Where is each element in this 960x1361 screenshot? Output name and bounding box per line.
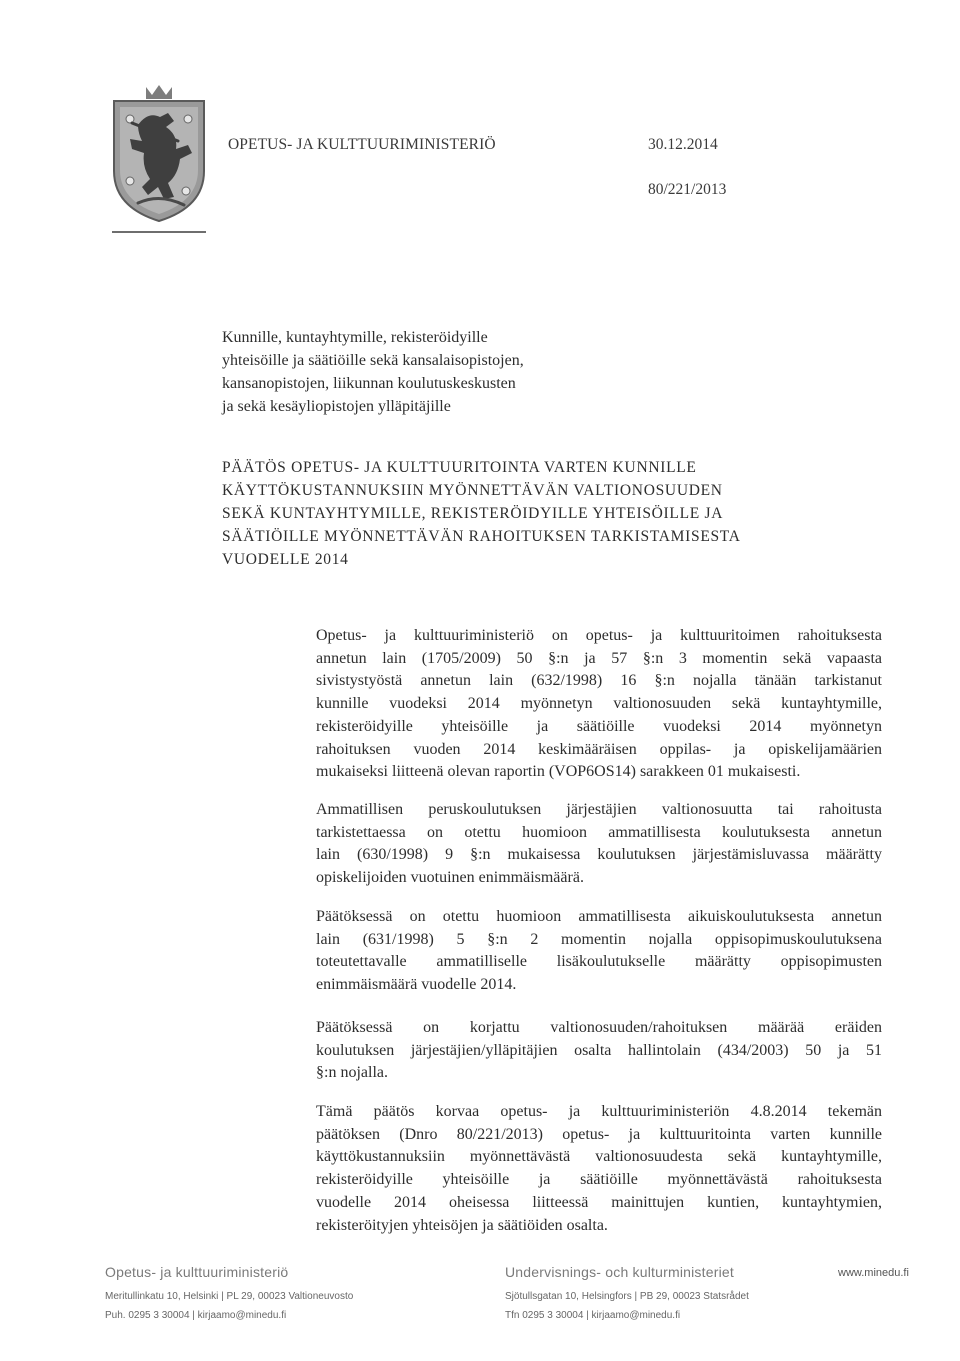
body-paragraph-2	[316, 799, 882, 890]
body-paragraph-5	[316, 1101, 882, 1237]
paragraph-line: rekisteröityjen yhteisöjen ja säätiöiden osalta.	[316, 1216, 608, 1234]
footer-contact-swedish	[505, 1287, 749, 1325]
paragraph-line: enimmäismäärä vuodelle 2014.	[316, 976, 517, 994]
body-paragraph-1	[316, 625, 882, 784]
paragraph-line: Päätöksessä on otettu huomioon ammatillisesta aikuiskoulutuksesta annetun	[316, 908, 882, 925]
paragraph-line: Tämä päätös korvaa opetus- ja kulttuuriministeriön 4.8.2014 tekemän	[316, 1103, 882, 1120]
footer-website: www.minedu.fi	[838, 1267, 909, 1279]
title-line: KÄYTTÖKUSTANNUKSIIN MYÖNNETTÄVÄN VALTIONOSUUDEN	[222, 482, 723, 499]
paragraph-line: koulutuksen järjestäjien/ylläpitäjien osalta hallintolain (434/2003) 50 ja 51	[316, 1041, 882, 1059]
recipients-block	[222, 326, 524, 418]
title-line: VUODELLE 2014	[222, 551, 349, 568]
paragraph-line: rekisteröidyille yhteisöille ja säätiöille vuodeksi 2014 myönnetyn	[316, 717, 882, 735]
paragraph-line: §:n nojalla.	[316, 1064, 388, 1082]
title-line: SEKÄ KUNTAYHTYMILLE, REKISTERÖIDYILLE YHTEISÖILLE JA	[222, 505, 724, 522]
paragraph-line: rahoituksen vuoden 2014 keskimääräisen oppilas- ja opiskelijamäärien	[316, 740, 882, 758]
footer-address: Meritullinkatu 10, Helsinki | PL 29, 00023 Valtioneuvosto	[105, 1291, 354, 1302]
paragraph-line: Päätöksessä on korjattu valtionosuuden/rahoituksen määrää eräiden	[316, 1019, 882, 1036]
paragraph-line: Opetus- ja kulttuuriministeriö on opetus- ja kulttuuritoimen rahoituksesta	[316, 627, 882, 644]
document-date: 30.12.2014	[648, 136, 718, 153]
body-paragraph-3	[316, 906, 882, 997]
paragraph-line: tarkistettaessa on otettu huomioon ammatillisesta koulutuksesta annetun	[316, 823, 882, 841]
paragraph-line: sivistystyöstä annetun lain (632/1998) 16 §:n nojalla tänään tarkistanut	[316, 672, 882, 690]
paragraph-line: rekisteröidyille yhteisöille ja säätiöille myönnettävästä rahoituksesta	[316, 1171, 882, 1189]
document-reference-number: 80/221/2013	[648, 181, 727, 198]
footer-ministry-swedish: Undervisnings- och kulturministeriet	[505, 1264, 734, 1280]
emblem-underline-divider	[112, 231, 206, 233]
title-line: SÄÄTIÖILLE MYÖNNETTÄVÄN RAHOITUKSEN TARKISTAMISESTA	[222, 528, 741, 545]
paragraph-line: kunnille vuodeksi 2014 myönnetyn valtionosuuden sekä kuntayhtymille,	[316, 695, 882, 713]
paragraph-line: käyttökustannuksiin myönnettävästä valtionosuudesta sekä kuntayhtymille,	[316, 1148, 882, 1166]
sender-ministry: OPETUS- JA KULTTUURIMINISTERIÖ	[228, 136, 496, 153]
footer-ministry-finnish: Opetus- ja kulttuuriministeriö	[105, 1264, 289, 1280]
footer-phone-email: Tfn 0295 3 30004 | kirjaamo@minedu.fi	[505, 1310, 681, 1321]
recipient-line: Kunnille, kuntayhtymille, rekisteröidyille	[222, 329, 488, 346]
footer-phone-email: Puh. 0295 3 30004 | kirjaamo@minedu.fi	[105, 1310, 287, 1321]
paragraph-line: päätöksen (Dnro 80/221/2013) opetus- ja kulttuuritointa varten kunnille	[316, 1125, 882, 1143]
footer-contact-finnish	[105, 1287, 353, 1325]
paragraph-line: vuodelle 2014 oheisessa liitteessä mainittujen kuntien, kuntayhtymien,	[316, 1193, 882, 1211]
recipient-line: yhteisöille ja säätiöille sekä kansalaisopistojen,	[222, 352, 524, 369]
paragraph-line: toteutettavalle ammatilliselle lisäkoulutukselle määrätty oppisopimusten	[316, 953, 882, 971]
title-line: PÄÄTÖS OPETUS- JA KULTTUURITOINTA VARTEN KUNNILLE	[222, 459, 697, 476]
body-paragraph-4	[316, 1017, 882, 1085]
recipient-line: ja sekä kesäyliopistojen ylläpitäjille	[222, 398, 451, 415]
decision-title	[222, 456, 741, 571]
paragraph-line: opiskelijoiden vuotuinen enimmäismäärä.	[316, 869, 584, 887]
paragraph-line: lain (631/1998) 5 §:n 2 momentin nojalla oppisopimuskoulutuksena	[316, 930, 882, 948]
recipient-line: kansanopistojen, liikunnan koulutuskeskusten	[222, 375, 516, 392]
coat-of-arms-icon	[108, 83, 210, 223]
paragraph-line: Ammatillisen peruskoulutuksen järjestäjien valtionosuutta tai rahoitusta	[316, 801, 882, 818]
paragraph-line: annetun lain (1705/2009) 50 §:n ja 57 §:n 3 momentin sekä vapaasta	[316, 649, 882, 667]
footer-address: Sjötullsgatan 10, Helsingfors | PB 29, 00023 Statsrådet	[505, 1291, 749, 1302]
paragraph-line: lain (630/1998) 9 §:n mukaisessa koulutuksen järjestämisluvassa määrätty	[316, 846, 882, 864]
paragraph-line: mukaiseksi liitteenä olevan raportin (VOP6OS14) sarakkeen 01 mukaisesti.	[316, 763, 801, 781]
